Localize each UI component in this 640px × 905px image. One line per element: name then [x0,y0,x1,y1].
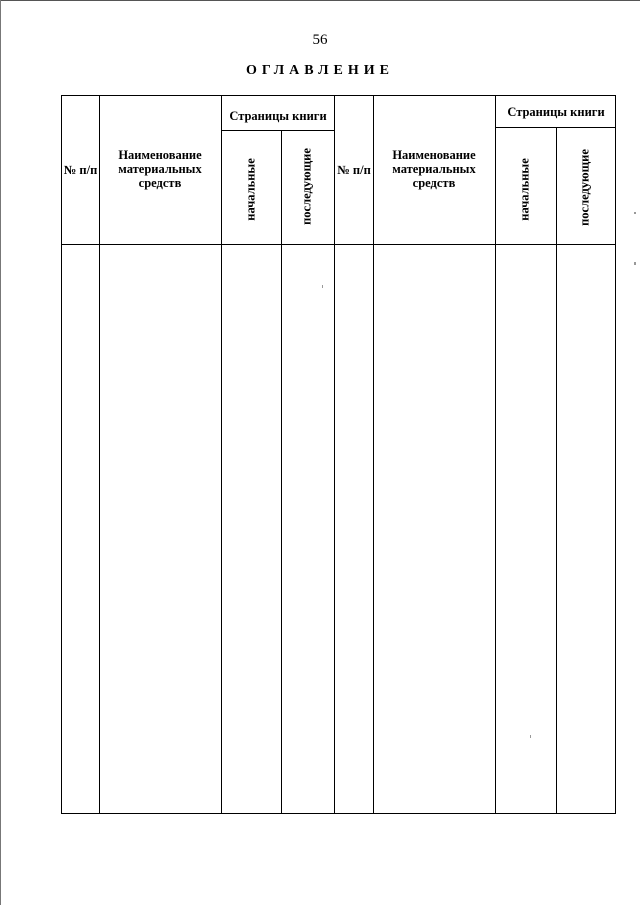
table-bottom-border [61,813,616,814]
scan-speck [634,212,636,214]
first-page-header-left: начальные [243,158,258,221]
next-page-header-right: последующие [577,149,592,226]
table-top-border [61,95,616,96]
col-sep-5 [373,95,374,814]
pages-header-left: Страницы книги [229,109,327,123]
page-title: ОГЛАВЛЕНИЕ [246,63,394,78]
scan-speck [322,285,323,288]
col-sep-3 [281,130,282,814]
name-header-right: Наименование материальных средств [392,148,476,190]
header-divider [61,244,616,245]
num-header-left: № п/п [63,163,98,177]
num-header-right: № п/п [337,163,371,177]
next-page-header-left: последующие [299,148,314,225]
col-sep-4 [334,95,335,814]
col-sep-6 [495,95,496,814]
page-number: 56 [312,32,328,48]
table-right-border [615,95,616,814]
pages-subheader-line-left [221,130,335,131]
first-page-header-right: начальные [517,158,532,221]
pages-header-right: Страницы книги [507,105,605,119]
col-sep-7 [556,127,557,814]
table-left-border [61,95,62,814]
col-sep-1 [99,95,100,814]
scan-speck [530,735,531,738]
scan-speck [634,262,636,265]
col-sep-2 [221,95,222,814]
name-header-left: Наименование материальных средств [118,148,202,190]
